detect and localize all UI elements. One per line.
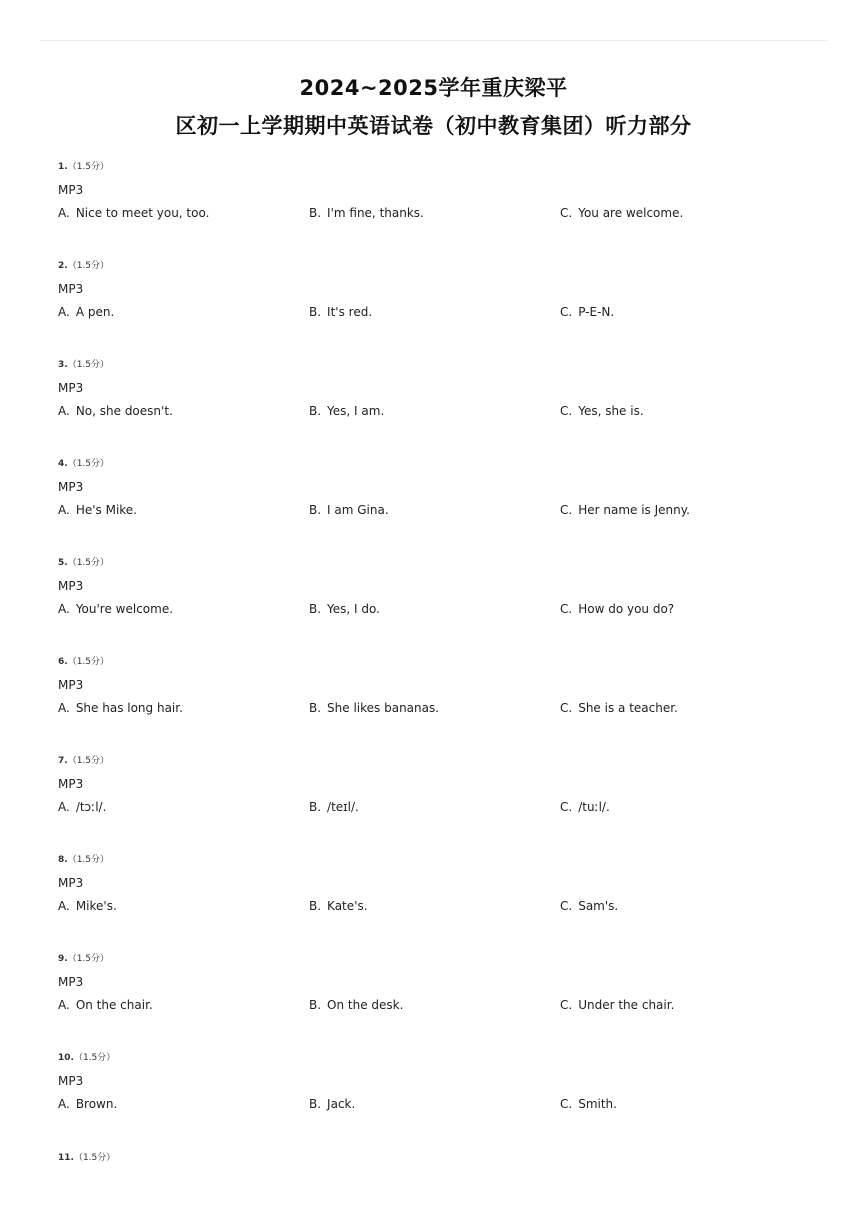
- option-letter: B.: [309, 503, 322, 517]
- option-letter: C.: [560, 305, 573, 319]
- option-letter: C.: [560, 404, 573, 418]
- question-7: [58, 753, 818, 853]
- option-text: You are welcome.: [578, 206, 684, 220]
- question-number: 7.: [58, 756, 68, 766]
- option-letter: A.: [58, 206, 70, 220]
- option-a[interactable]: [58, 899, 117, 913]
- question-8: [58, 852, 818, 952]
- option-text: A pen.: [75, 305, 115, 319]
- page-title-line-1: 2024~2025学年重庆梁平: [299, 76, 568, 100]
- question-score: （1.5分）: [67, 261, 110, 271]
- option-b[interactable]: [309, 503, 389, 517]
- audio-label[interactable]: MP3: [58, 282, 84, 296]
- question-number: 9.: [58, 954, 68, 964]
- audio-label[interactable]: MP3: [58, 183, 84, 197]
- option-c[interactable]: [560, 800, 610, 814]
- option-a[interactable]: [58, 1097, 117, 1111]
- option-text: Kate's.: [327, 899, 368, 913]
- option-letter: A.: [58, 503, 70, 517]
- question-number: 2.: [58, 261, 68, 271]
- option-text: It's red.: [327, 305, 373, 319]
- option-letter: C.: [560, 800, 573, 814]
- option-a[interactable]: [58, 998, 153, 1012]
- option-c[interactable]: [560, 899, 618, 913]
- question-header: [58, 951, 109, 964]
- option-a[interactable]: [58, 602, 173, 616]
- option-c[interactable]: [560, 701, 678, 715]
- option-text: How do you do?: [578, 602, 675, 616]
- option-letter: A.: [58, 1097, 70, 1111]
- top-divider: [40, 40, 827, 41]
- question-number: 11.: [58, 1153, 74, 1163]
- option-b[interactable]: [309, 404, 384, 418]
- audio-label[interactable]: MP3: [58, 777, 84, 791]
- option-text: On the chair.: [75, 998, 153, 1012]
- option-b[interactable]: [309, 602, 380, 616]
- option-letter: A.: [58, 404, 70, 418]
- option-letter: B.: [309, 1097, 322, 1111]
- option-text: You're welcome.: [75, 602, 174, 616]
- option-c[interactable]: [560, 503, 690, 517]
- option-text: Sam's.: [578, 899, 619, 913]
- question-2: [58, 258, 818, 358]
- question-number: 4.: [58, 459, 68, 469]
- option-text: She likes bananas.: [327, 701, 440, 715]
- option-text: He's Mike.: [75, 503, 137, 517]
- question-header: [58, 753, 109, 766]
- question-header: [58, 1050, 115, 1063]
- option-b[interactable]: [309, 206, 424, 220]
- option-text: /tuːl/.: [578, 800, 610, 814]
- question-header: [58, 555, 109, 568]
- option-a[interactable]: [58, 503, 137, 517]
- option-text: Nice to meet you, too.: [75, 206, 210, 220]
- question-3: [58, 357, 818, 457]
- option-letter: A.: [58, 701, 70, 715]
- audio-label[interactable]: MP3: [58, 876, 84, 890]
- question-score: （1.5分）: [67, 855, 110, 865]
- option-letter: C.: [560, 1097, 573, 1111]
- option-c[interactable]: [560, 206, 683, 220]
- option-a[interactable]: [58, 206, 209, 220]
- option-text: Mike's.: [75, 899, 117, 913]
- audio-label[interactable]: MP3: [58, 975, 84, 989]
- question-1: [58, 159, 818, 259]
- question-number: 3.: [58, 360, 68, 370]
- option-letter: A.: [58, 998, 70, 1012]
- option-text: /tɔːl/.: [75, 800, 107, 814]
- question-score: （1.5分）: [67, 162, 110, 172]
- question-number: 5.: [58, 558, 68, 568]
- option-a[interactable]: [58, 800, 106, 814]
- option-text: Brown.: [75, 1097, 118, 1111]
- option-letter: B.: [309, 305, 322, 319]
- option-text: Yes, she is.: [578, 404, 644, 418]
- question-score: （1.5分）: [67, 360, 110, 370]
- option-b[interactable]: [309, 1097, 355, 1111]
- option-a[interactable]: [58, 701, 183, 715]
- question-header: [58, 159, 109, 172]
- option-letter: A.: [58, 800, 70, 814]
- question-number: 6.: [58, 657, 68, 667]
- option-b[interactable]: [309, 998, 403, 1012]
- option-letter: A.: [58, 305, 70, 319]
- question-score: （1.5分）: [67, 459, 110, 469]
- question-header: [58, 1150, 115, 1163]
- question-score: （1.5分）: [73, 1053, 116, 1063]
- option-letter: B.: [309, 899, 322, 913]
- option-text: No, she doesn't.: [75, 404, 173, 418]
- option-c[interactable]: [560, 602, 674, 616]
- question-header: [58, 852, 109, 865]
- question-number: 8.: [58, 855, 68, 865]
- option-text: P-E-N.: [578, 305, 615, 319]
- option-text: I am Gina.: [327, 503, 389, 517]
- option-text: I'm fine, thanks.: [327, 206, 424, 220]
- option-a[interactable]: [58, 404, 173, 418]
- question-4: [58, 456, 818, 556]
- option-text: She is a teacher.: [578, 701, 678, 715]
- option-a[interactable]: [58, 305, 114, 319]
- question-score: （1.5分）: [67, 657, 110, 667]
- option-text: Jack.: [327, 1097, 356, 1111]
- question-header: [58, 456, 109, 469]
- option-text: She has long hair.: [75, 701, 183, 715]
- question-header: [58, 357, 109, 370]
- option-letter: C.: [560, 998, 573, 1012]
- question-score: （1.5分）: [73, 1153, 116, 1163]
- option-text: On the desk.: [327, 998, 404, 1012]
- option-c[interactable]: [560, 305, 614, 319]
- option-c[interactable]: [560, 998, 674, 1012]
- option-letter: A.: [58, 899, 70, 913]
- option-b[interactable]: [309, 800, 359, 814]
- page-title-line-2: 区初一上学期期中英语试卷（初中教育集团）听力部分: [175, 114, 692, 138]
- option-text: /teɪl/.: [327, 800, 359, 814]
- question-score: （1.5分）: [67, 756, 110, 766]
- option-text: Smith.: [578, 1097, 617, 1111]
- audio-label[interactable]: MP3: [58, 1074, 84, 1088]
- audio-label[interactable]: MP3: [58, 381, 84, 395]
- question-score: （1.5分）: [67, 558, 110, 568]
- question-header: [58, 654, 109, 667]
- option-letter: C.: [560, 602, 573, 616]
- question-11: [58, 1150, 818, 1190]
- option-text: Under the chair.: [578, 998, 675, 1012]
- audio-label[interactable]: MP3: [58, 678, 84, 692]
- question-9: [58, 951, 818, 1051]
- question-header: [58, 258, 109, 271]
- question-number: 1.: [58, 162, 68, 172]
- option-text: Her name is Jenny.: [578, 503, 690, 517]
- option-letter: C.: [560, 899, 573, 913]
- option-letter: C.: [560, 503, 573, 517]
- option-letter: B.: [309, 404, 322, 418]
- option-letter: B.: [309, 800, 322, 814]
- option-text: Yes, I am.: [327, 404, 385, 418]
- audio-label[interactable]: MP3: [58, 480, 84, 494]
- option-b[interactable]: [309, 701, 439, 715]
- option-letter: C.: [560, 206, 573, 220]
- question-score: （1.5分）: [67, 954, 110, 964]
- option-b[interactable]: [309, 899, 368, 913]
- option-letter: B.: [309, 998, 322, 1012]
- option-letter: B.: [309, 701, 322, 715]
- question-6: [58, 654, 818, 754]
- option-b[interactable]: [309, 305, 372, 319]
- option-c[interactable]: [560, 404, 644, 418]
- audio-label[interactable]: MP3: [58, 579, 84, 593]
- option-letter: C.: [560, 701, 573, 715]
- option-text: Yes, I do.: [327, 602, 380, 616]
- option-c[interactable]: [560, 1097, 617, 1111]
- question-10: [58, 1050, 818, 1150]
- question-number: 10.: [58, 1053, 74, 1063]
- option-letter: B.: [309, 602, 322, 616]
- option-letter: B.: [309, 206, 322, 220]
- option-letter: A.: [58, 602, 70, 616]
- question-5: [58, 555, 818, 655]
